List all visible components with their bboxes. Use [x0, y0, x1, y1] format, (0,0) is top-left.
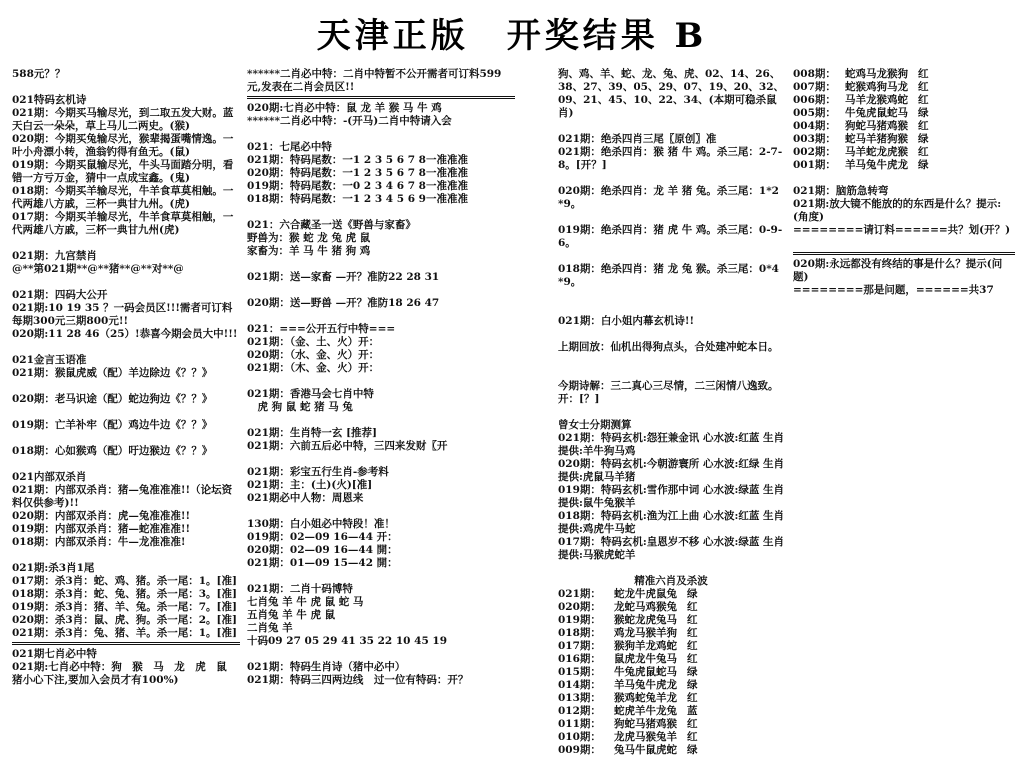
row-period: 003期： — [793, 133, 836, 145]
row-kill-color: 红 — [687, 601, 698, 613]
column-2 — [247, 68, 515, 740]
text-line: 020期：特码尾数：一1 2 3 5 6 7 8一准准准 — [247, 167, 468, 179]
table-row — [558, 588, 784, 601]
table-row — [793, 133, 1015, 146]
text-line: 019期：特码玄机:雪作那中词 心水波:绿蓝 生肖提供:鼠牛兔猴羊 — [558, 484, 784, 509]
row-period: 018期： — [558, 627, 601, 639]
text-line: 020期:七肖必中特：鼠 龙 羊 猴 马 牛 鸡 — [247, 102, 442, 114]
row-kill-color: 蓝 — [687, 705, 698, 717]
row-kill-color: 红 — [687, 640, 698, 652]
text-line — [12, 380, 240, 393]
row-kill-color: 红 — [687, 627, 698, 639]
row-period: 004期： — [793, 120, 836, 132]
text-line: 017期：杀3肖：蛇、鸡、猪。杀一尾：1。[准] — [12, 575, 237, 587]
text-line: 021期：送—家畜 —开？准防22 28 31 — [247, 271, 440, 283]
text-line: 021期：特码玄机:怨狂兼金讯 心水波:红蓝 生肖提供:羊牛狗马鸡 — [558, 432, 784, 457]
row-kill-color: 绿 — [687, 679, 698, 691]
text-line: 021期：（木、金、火）开： — [247, 362, 380, 374]
text-line — [558, 562, 784, 575]
text-line: 021期：特码尾数：一1 2 3 5 6 7 8一准准准 — [247, 154, 468, 166]
text-line: 020期：绝杀四肖：龙 羊 猪 兔。杀三尾：1*2*9。 — [558, 185, 779, 210]
text-line: 017期：特码玄机:皇恩岁不移 心水波:绿蓝 生肖提供:马猴虎蛇羊 — [558, 536, 784, 561]
text-line: 019期：今期买鼠输尽光，牛头马面踏分明，看错一方亏万金，猜中一点成宝鑫。(鬼) — [12, 159, 234, 184]
text-line: 018期：绝杀四肖：猪 龙 兔 猴。杀三尾：0*4*9。 — [558, 263, 779, 288]
row-period: 001期： — [793, 159, 836, 171]
row-kill-color: 绿 — [687, 666, 698, 678]
row-period: 005期： — [793, 107, 836, 119]
text-line: 021期：生肖特一玄 [推荐] — [247, 427, 378, 439]
text-line: ========那是问题，======共37 — [793, 284, 994, 296]
row-zodiac: 蛇马羊猪狗猴 — [845, 133, 908, 145]
text-line: 018期：心如猴鸡（配）吁边猴边《？？》 — [12, 445, 213, 457]
text-line: 021：六合藏圣一送《野兽与家畜》 — [247, 219, 416, 231]
row-kill-color: 红 — [687, 718, 698, 730]
column-4 — [793, 68, 1015, 740]
row-period: 020期： — [558, 601, 601, 613]
text-line: 019期：02—09 16—44 开： — [247, 531, 398, 543]
text-line: 021期必中人物：周恩来 — [247, 492, 364, 504]
column-1 — [12, 68, 240, 740]
text-line — [558, 302, 784, 315]
text-line — [247, 284, 515, 297]
row-zodiac: 鸡龙马猴羊狗 — [614, 627, 677, 639]
text-line: 020期：杀3肖：鼠、虎、狗。杀一尾：2。[准] — [12, 614, 237, 626]
text-line: ******二肖必中特：-(开马)二肖中特请入会 — [247, 115, 452, 127]
text-line: 021：===公开五行中特=== — [247, 323, 396, 335]
row-kill-color: 绿 — [918, 133, 929, 145]
text-line: 020期：（水、金、火）开： — [247, 349, 380, 361]
row-period: 007期： — [793, 81, 836, 93]
table-row — [793, 81, 1015, 94]
table-row — [558, 679, 784, 692]
text-line — [558, 367, 784, 380]
text-line: 021期：（金、土、火）开： — [247, 336, 380, 348]
text-line: 021期:杀3肖1尾 — [12, 562, 95, 574]
text-line: 二肖兔 羊 — [247, 622, 293, 634]
text-line — [247, 570, 515, 583]
row-period: 006期： — [793, 94, 836, 106]
text-line — [12, 406, 240, 419]
row-zodiac: 猴蛇龙虎兔马 — [614, 614, 677, 626]
text-line: 今期诗解：三二真心三尽情，二三闲情八逸致。开：[？] — [558, 380, 779, 405]
row-kill-color: 绿 — [918, 107, 929, 119]
row-kill-color: 绿 — [687, 744, 698, 756]
row-period: 015期： — [558, 666, 601, 678]
table-row — [793, 107, 1015, 120]
row-zodiac: 羊马兔牛虎龙 — [614, 679, 677, 691]
text-line — [12, 458, 240, 471]
text-line: 021期：绝杀四肖：猴 猪 牛 鸡。杀三尾：2-7-8。[开？] — [558, 146, 783, 171]
row-zodiac: 蛇鸡马龙猴狗 — [845, 68, 908, 80]
text-line — [12, 432, 240, 445]
text-line: 018期：杀3肖：蛇、兔、猪。杀一尾：3。[准] — [12, 588, 237, 600]
row-zodiac: 羊马兔牛虎龙 — [845, 159, 908, 171]
row-zodiac: 牛兔虎鼠蛇马 — [845, 107, 908, 119]
text-line: 021期七肖必中特 — [12, 648, 97, 660]
row-zodiac: 猴狗羊龙鸡蛇 — [614, 640, 677, 652]
row-period: 011期： — [558, 718, 601, 730]
section-heading: 精准六肖及杀波 — [634, 575, 708, 587]
column-3 — [558, 68, 785, 756]
row-period: 017期： — [558, 640, 601, 652]
text-line: 021特码玄机诗 — [12, 94, 87, 106]
table-row — [558, 627, 784, 640]
text-line: 021期：今期买马输尽光，到二取五发大财。蓝天白云一朵朵，草上马儿二两史。(猴) — [12, 107, 234, 132]
text-line — [12, 549, 240, 562]
row-zodiac: 蛇龙牛虎鼠兔 — [614, 588, 677, 600]
row-zodiac: 马羊龙猴鸡蛇 — [845, 94, 908, 106]
text-line: 021期：六前五后必中特，三四来发财〖开 — [247, 440, 448, 452]
text-line: 021期：白小姐内幕玄机诗!! — [558, 315, 695, 327]
text-line: 018期：今期买羊输尽光，牛羊食草莫相触。一代两雄八方戚，三杯一典甘九州。(虎) — [12, 185, 234, 210]
text-line — [558, 354, 784, 367]
row-zodiac: 牛兔虎鼠蛇马 — [614, 666, 677, 678]
text-line: 五肖兔 羊 牛 虎 鼠 — [247, 609, 336, 621]
text-line: @**第021期**@**猪**@**对**@ — [12, 263, 184, 275]
row-kill-color: 红 — [687, 692, 698, 704]
text-line — [558, 120, 784, 133]
row-period: 019期： — [558, 614, 601, 626]
text-line: 十码09 27 05 29 41 35 22 10 45 19 — [247, 635, 448, 647]
row-zodiac: 兔马牛鼠虎蛇 — [614, 744, 677, 756]
row-kill-color: 红 — [918, 146, 929, 158]
text-line: 019期：内部双杀肖：猪—蛇准准准!! — [12, 523, 191, 535]
text-line: 018期：特码尾数：一1 2 3 4 5 6 9一准准准 — [247, 193, 468, 205]
page-title: 天津正版 开奖结果 B — [316, 16, 708, 56]
row-kill-color: 红 — [918, 81, 929, 93]
row-period: 021期： — [558, 588, 601, 600]
text-line: 021内部双杀肖 — [12, 471, 87, 483]
double-rule-divider — [793, 252, 1015, 255]
row-zodiac: 狗蛇马猪鸡猴 — [614, 718, 677, 730]
text-line: 021期：猴鼠虎威（配）羊边除边《？？》 — [12, 367, 213, 379]
text-line — [247, 453, 515, 466]
row-period: 010期： — [558, 731, 601, 743]
text-line — [247, 258, 515, 271]
row-kill-color: 红 — [918, 68, 929, 80]
text-line: 021期:七肖必中特：狗 猴 马 龙 虎 鼠 猪小心下注,要加入会员才有100%) — [12, 661, 238, 686]
text-line: 019期：特码尾数：一0 2 3 4 6 7 8一准准准 — [247, 180, 468, 192]
text-line: 020期：今期买兔输尽光，猴辈揭蛋嘴情逸。一叶小舟漂小转，渔翁钓得有鱼无。(鼠) — [12, 133, 234, 158]
row-zodiac: 猴鸡蛇兔羊龙 — [614, 692, 677, 704]
row-period: 014期： — [558, 679, 601, 691]
table-row — [558, 692, 784, 705]
text-line: 家畜为：羊 马 牛 猪 狗 鸡 — [247, 245, 371, 257]
text-line: 021期：特码生肖诗（猪中必中） — [247, 661, 406, 673]
table-row — [558, 640, 784, 653]
text-line — [793, 237, 1015, 250]
text-line: 021期：二肖十码博特 — [247, 583, 353, 595]
table-row — [558, 744, 784, 757]
row-zodiac: 龙蛇马鸡猴兔 — [614, 601, 677, 613]
text-line: 020期：特码玄机:今朝游寰所 心水波:红绿 生肖提供:虎鼠马羊猪 — [558, 458, 784, 483]
row-kill-color: 红 — [687, 614, 698, 626]
text-line: 虎 狗 鼠 蛇 猪 马 兔 — [247, 401, 353, 413]
text-line: ========请订料======共？划(开？) — [793, 224, 1011, 236]
row-kill-color: 绿 — [687, 588, 698, 600]
text-line: 狗、鸡、羊、蛇、龙、兔、虎、02、14、26、38、27、39、05、29、07、19、20、32、09、21、45、10、22、34、(本期可稳杀鼠肖) — [558, 68, 785, 119]
text-line: 588元？？ — [12, 68, 66, 80]
text-line: 020期：老马识途（配）蛇边狗边《？？》 — [12, 393, 213, 405]
row-period: 008期： — [793, 68, 836, 80]
text-line: 021期：内部双杀肖：猪—兔准准准!!（论坛资料仅供参考)!! — [12, 484, 233, 509]
row-kill-color: 绿 — [918, 159, 929, 171]
text-line: 021期：绝杀四肖三尾〖原创〗准 — [558, 133, 717, 145]
row-zodiac: 鼠虎龙牛兔马 — [614, 653, 677, 665]
text-line — [558, 172, 784, 185]
text-line — [793, 172, 1015, 185]
text-line: ******二肖必中特：二肖中特暂不公开需者可订料599元,发表在二肖会员区!! — [247, 68, 502, 93]
text-line: 021期：彩宝五行生肖-参考料 — [247, 466, 389, 478]
text-line: 020期:11 28 46（25）!恭喜今期会员大中!!! — [12, 328, 238, 340]
text-line: 017期：今期买羊输尽光，牛羊食草莫相触，一代两雄八方戚，三杯一典甘九州(虎) — [12, 211, 234, 236]
table-row — [793, 120, 1015, 133]
table-row — [558, 731, 784, 744]
row-kill-color: 红 — [687, 731, 698, 743]
text-line: 021期：脑筋急转弯 — [793, 185, 889, 197]
text-line — [247, 648, 515, 661]
row-kill-color: 红 — [687, 653, 698, 665]
text-line: 019期：绝杀四肖：猪 虎 牛 鸡。杀三尾：0-9-6。 — [558, 224, 783, 249]
double-rule-divider — [12, 642, 240, 645]
table-row — [793, 159, 1015, 172]
table-row — [558, 653, 784, 666]
row-zodiac: 狗蛇马猪鸡猴 — [845, 120, 908, 132]
text-line — [247, 128, 515, 141]
text-line: 021期：香港马会七肖中特 — [247, 388, 374, 400]
text-line — [12, 276, 240, 289]
table-row — [558, 614, 784, 627]
row-kill-color: 红 — [918, 120, 929, 132]
text-line: 021金言玉语准 — [12, 354, 87, 366]
text-line — [558, 328, 784, 341]
double-rule-divider — [247, 96, 515, 99]
table-row — [793, 146, 1015, 159]
table-row — [558, 666, 784, 679]
table-row — [793, 68, 1015, 81]
row-zodiac: 蛇虎羊牛龙兔 — [614, 705, 677, 717]
table-row — [558, 601, 784, 614]
text-line: 020期：送—野兽 —开？准防18 26 47 — [247, 297, 440, 309]
text-line — [247, 206, 515, 219]
text-line: 020期：内部双杀肖：虎—兔准准准!! — [12, 510, 191, 522]
text-line: 021期:10 19 35 ？一码会员区!!!需者可订料每期300元三期800元!! — [12, 302, 233, 327]
text-line — [12, 81, 240, 94]
text-line: 021期：主：(土)(火)[准] — [247, 479, 373, 491]
text-line: 021期：杀3肖：兔、猪、羊。杀一尾：1。[准] — [12, 627, 237, 639]
text-line: 021期：四码大公开 — [12, 289, 108, 301]
text-line: 130期：白小姐必中特段！准！ — [247, 518, 395, 530]
row-period: 002期： — [793, 146, 836, 158]
text-line: 021：七尾必中特 — [247, 141, 332, 153]
text-line: 曾女士分期测算 — [558, 419, 632, 431]
row-period: 009期： — [558, 744, 601, 756]
text-line: 018期：内部双杀肖：牛—龙准准准! — [12, 536, 186, 548]
text-line — [558, 211, 784, 224]
text-line — [12, 341, 240, 354]
text-line: 018期：特码玄机:渔为江上曲 心水波:红蓝 生肖提供:鸡虎牛马蛇 — [558, 510, 784, 535]
row-kill-color: 红 — [918, 94, 929, 106]
table-row — [793, 94, 1015, 107]
text-line — [558, 406, 784, 419]
text-line — [12, 237, 240, 250]
row-period: 013期： — [558, 692, 601, 704]
table-row — [558, 705, 784, 718]
text-line: 020期:永远都没有终结的事是什么？提示(问题) — [793, 258, 1003, 283]
text-line: 野兽为：猴 蛇 龙 兔 虎 鼠 — [247, 232, 371, 244]
row-period: 016期： — [558, 653, 601, 665]
text-line: 020期：02—09 16—44 開： — [247, 544, 398, 556]
text-line: 021期：特码三四两边线 过一位有特码：开？ — [247, 674, 469, 686]
text-line: 019期：亡羊补牢（配）鸡边牛边《？？》 — [12, 419, 213, 431]
table-row — [558, 718, 784, 731]
text-line: 021期：九宫禁肖 — [12, 250, 97, 262]
text-line: 七肖兔 羊 牛 虎 鼠 蛇 马 — [247, 596, 364, 608]
text-line: 019期：杀3肖：猪、羊、兔。杀一尾：7。[准] — [12, 601, 237, 613]
text-line — [558, 250, 784, 263]
text-line — [247, 414, 515, 427]
text-line — [247, 310, 515, 323]
text-line — [558, 289, 784, 302]
text-line — [247, 375, 515, 388]
row-zodiac: 蛇猴鸡狗马龙 — [845, 81, 908, 93]
row-zodiac: 龙虎马猴兔羊 — [614, 731, 677, 743]
row-zodiac: 马羊蛇龙虎猴 — [845, 146, 908, 158]
row-period: 012期： — [558, 705, 601, 717]
text-line — [247, 505, 515, 518]
text-line: 上期回放：仙机出得狗点头，合处建冲蛇本日。 — [558, 341, 779, 353]
text-line: 021期:放大镜不能放的的东西是什么？提示:(角度) — [793, 198, 1002, 223]
text-line: 021期：01—09 15—42 開： — [247, 557, 398, 569]
